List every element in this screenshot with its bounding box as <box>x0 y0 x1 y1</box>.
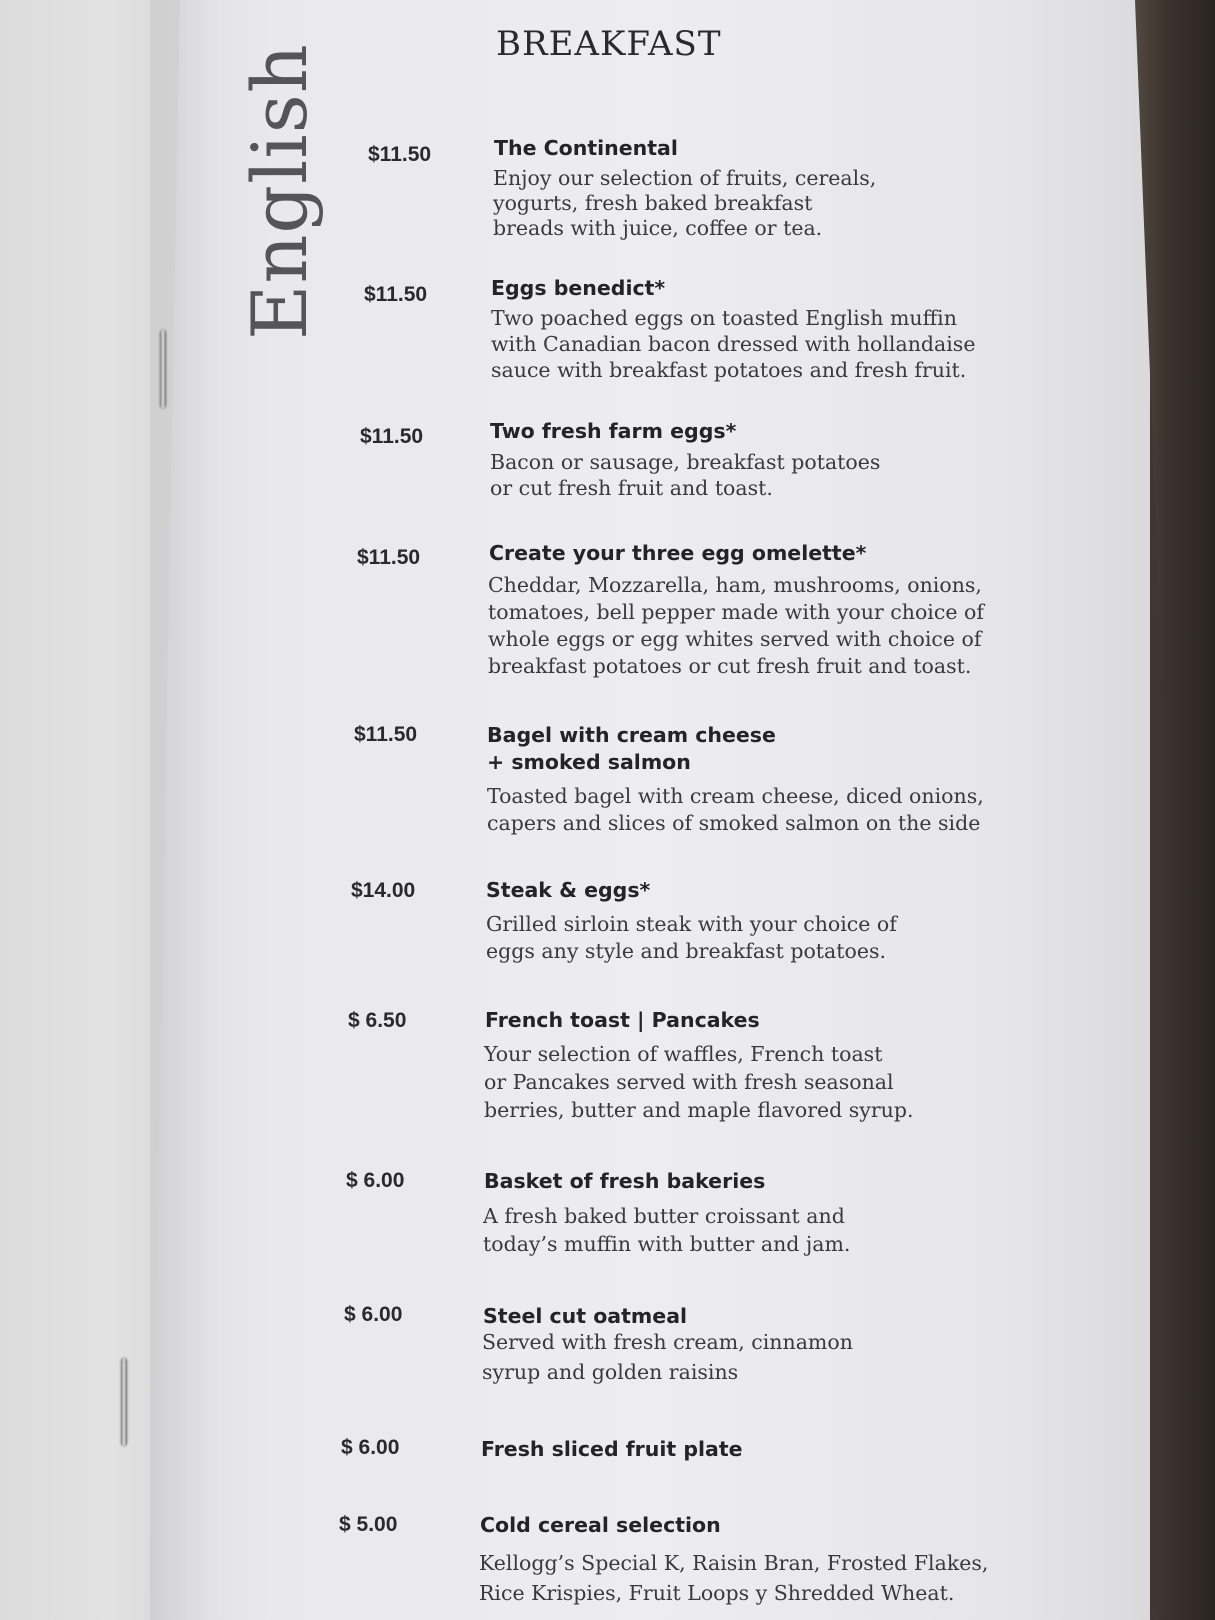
item-desc-line: Toasted bagel with cream cheese, diced onions, <box>487 784 984 808</box>
item-price: $11.50 <box>360 425 424 448</box>
staple-icon <box>160 330 166 408</box>
item-price: $ 6.50 <box>348 1009 407 1032</box>
item-name: The Continental <box>494 136 678 160</box>
item-price: $11.50 <box>368 143 432 166</box>
section-title: BREAKFAST <box>496 24 722 64</box>
item-price: $ 5.00 <box>339 1513 398 1536</box>
item-price: $11.50 <box>364 283 428 306</box>
item-price: $14.00 <box>351 879 416 902</box>
item-price: $ 6.00 <box>341 1436 400 1459</box>
item-desc-line: or cut fresh fruit and toast. <box>490 476 773 500</box>
item-name: French toast | Pancakes <box>485 1008 760 1032</box>
item-name: Steel cut oatmeal <box>483 1304 688 1328</box>
item-desc-line: Enjoy our selection of fruits, cereals, <box>493 166 877 190</box>
item-desc-line: syrup and golden raisins <box>482 1360 739 1384</box>
item-desc-line: whole eggs or egg whites served with choice of <box>488 627 982 651</box>
item-desc-line: Kellogg’s Special K, Raisin Bran, Frosted Flakes, <box>479 1551 989 1575</box>
item-desc-line: yogurts, fresh baked breakfast <box>493 191 813 215</box>
item-name: Steak & eggs* <box>486 878 651 902</box>
language-label: English <box>235 43 324 340</box>
item-name: Two fresh farm eggs* <box>490 419 737 443</box>
item-desc-line: Served with fresh cream, cinnamon <box>482 1330 853 1354</box>
item-desc-line: Your selection of waffles, French toast <box>484 1042 883 1066</box>
item-name: Cold cereal selection <box>480 1513 721 1537</box>
item-price: $ 6.00 <box>346 1169 405 1192</box>
item-name: Bagel with cream cheese <box>487 723 776 747</box>
item-desc-line: capers and slices of smoked salmon on the side <box>487 811 981 835</box>
item-desc-line: today’s muffin with butter and jam. <box>483 1232 851 1256</box>
item-desc-line: with Canadian bacon dressed with hollandaise <box>491 332 976 356</box>
item-price: $11.50 <box>357 546 421 569</box>
item-desc-line: breakfast potatoes or cut fresh fruit and toast. <box>488 654 972 678</box>
item-desc-line: Two poached eggs on toasted English muffin <box>491 306 957 330</box>
item-desc-line: Grilled sirloin steak with your choice of <box>486 912 897 936</box>
item-desc-line: sauce with breakfast potatoes and fresh fruit. <box>491 358 967 382</box>
item-name-line2: + smoked salmon <box>487 750 691 774</box>
item-price: $11.50 <box>354 723 418 746</box>
item-desc-line: berries, butter and maple flavored syrup. <box>484 1098 914 1122</box>
item-desc-line: A fresh baked butter croissant and <box>483 1204 845 1228</box>
item-price: $ 6.00 <box>344 1303 403 1326</box>
item-desc-line: Cheddar, Mozzarella, ham, mushrooms, onions, <box>488 573 982 597</box>
item-name: Fresh sliced fruit plate <box>481 1437 743 1461</box>
item-desc-line: Rice Krispies, Fruit Loops y Shredded Wheat. <box>479 1581 955 1605</box>
item-name: Eggs benedict* <box>491 276 666 300</box>
item-desc-line: eggs any style and breakfast potatoes. <box>486 939 887 963</box>
staple-icon <box>121 1358 127 1446</box>
item-desc-line: tomatoes, bell pepper made with your choice of <box>488 600 984 624</box>
item-name: Create your three egg omelette* <box>489 541 867 565</box>
item-desc-line: or Pancakes served with fresh seasonal <box>484 1070 894 1094</box>
item-desc-line: breads with juice, coffee or tea. <box>493 216 823 240</box>
item-name: Basket of fresh bakeries <box>484 1169 766 1193</box>
item-desc-line: Bacon or sausage, breakfast potatoes <box>490 450 881 474</box>
